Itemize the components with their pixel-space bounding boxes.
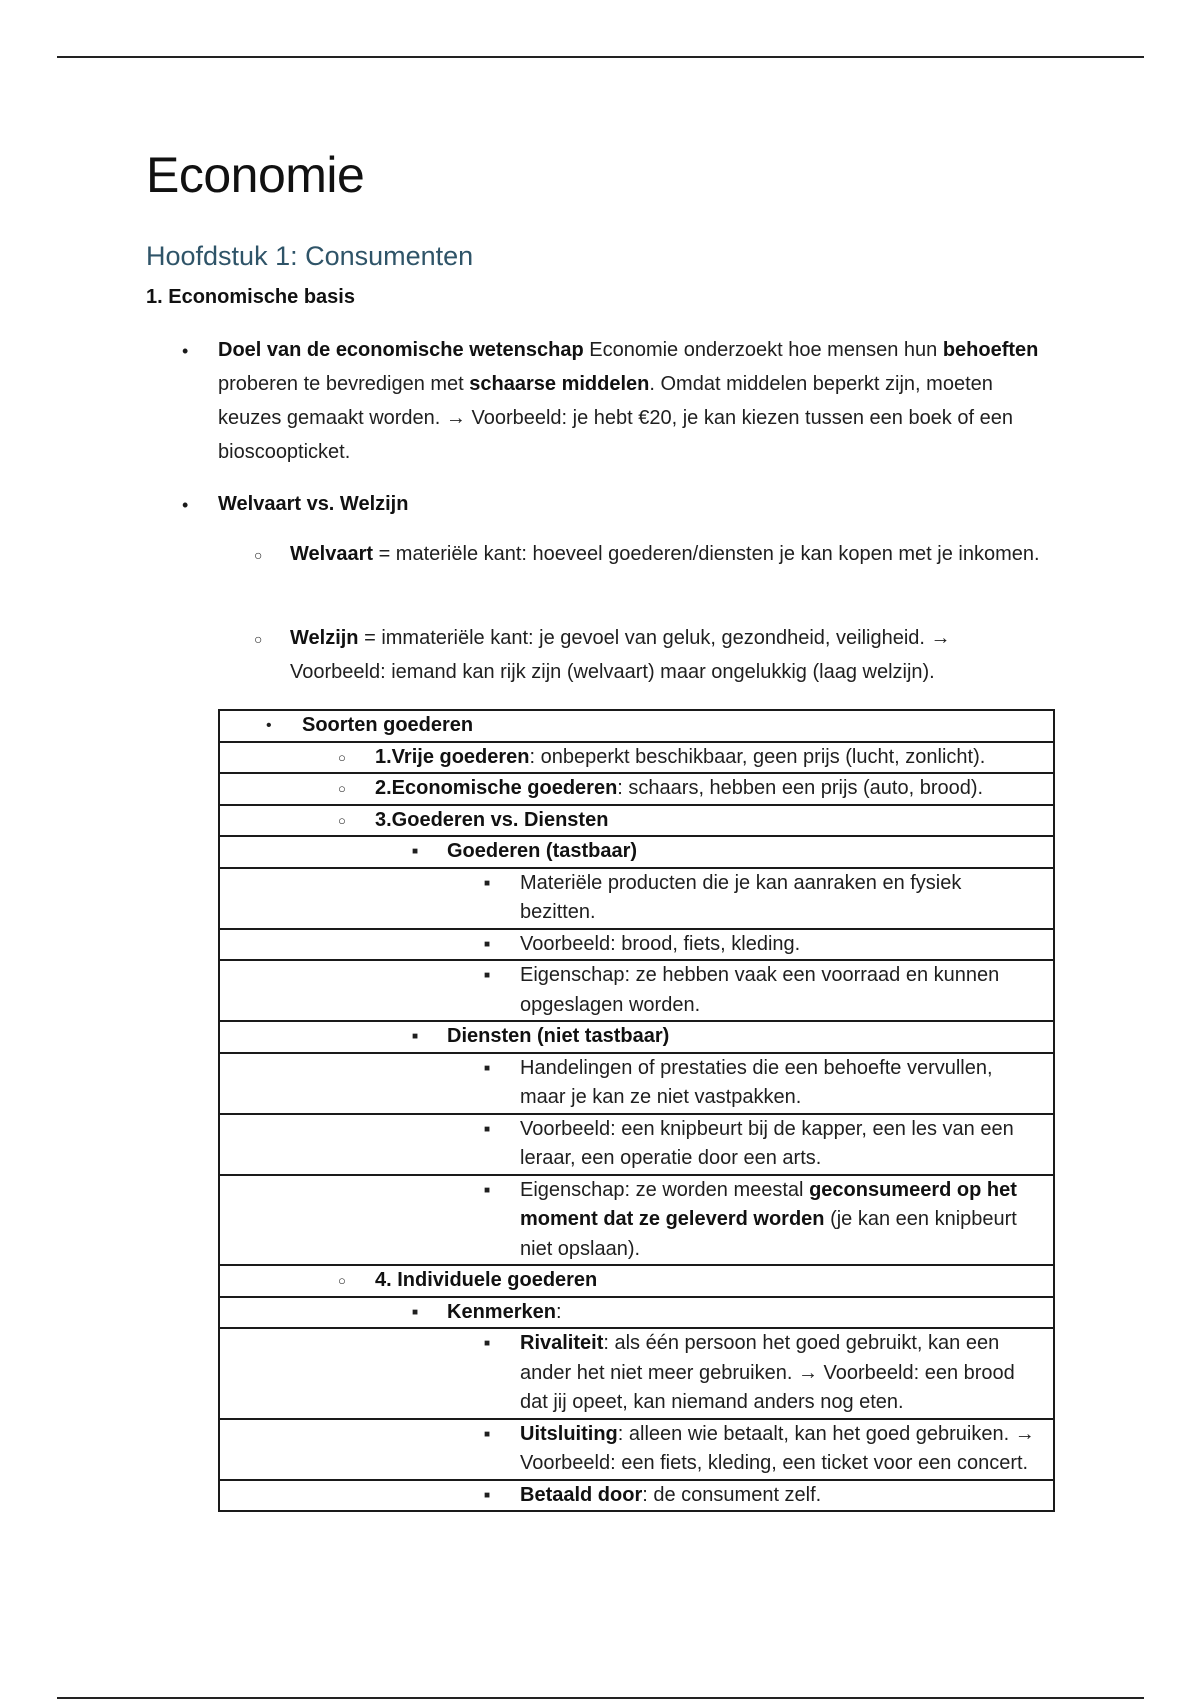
bold-term: 1.Vrije goederen bbox=[375, 745, 530, 768]
bullet-marker: • bbox=[266, 717, 272, 734]
table-row bbox=[219, 929, 1054, 961]
circle-marker: ○ bbox=[338, 1273, 346, 1288]
square-marker: ■ bbox=[484, 938, 491, 950]
bold-term: geconsumeerd op het moment dat ze geleverd worden bbox=[520, 1178, 1017, 1230]
sub-bullet-welzijn bbox=[290, 621, 1030, 689]
bold-term: Betaald door bbox=[520, 1483, 643, 1506]
square-marker: ■ bbox=[484, 1062, 491, 1074]
bold-term: Doel van de economische wetenschap bbox=[218, 339, 584, 361]
square-marker: ■ bbox=[484, 1123, 491, 1135]
text-run: = materiële kant: hoeveel goederen/diensten je kan kopen met je inkomen. bbox=[373, 543, 1040, 565]
bold-term: behoeften bbox=[942, 339, 1039, 361]
sub-bullet-welvaart bbox=[290, 537, 1050, 571]
bold-term: Soorten goederen bbox=[302, 714, 474, 736]
table-row bbox=[219, 1297, 1054, 1329]
circle-marker: ○ bbox=[338, 749, 346, 765]
text-run: = immateriële kant: je gevoel van geluk, gezondheid, veiligheid. → Voorbeeld: iemand kan rijk zijn (welvaart) maar ongelukkig (laag welzijn). bbox=[290, 627, 951, 683]
table-row bbox=[219, 836, 1054, 868]
bold-term: 4. Individuele goederen bbox=[375, 1269, 598, 1291]
text-run: (je kan een knipbeurt niet opslaan). bbox=[520, 1208, 1017, 1260]
table-row bbox=[219, 960, 1054, 1021]
page-title: Economie bbox=[146, 147, 365, 203]
bold-term: Welvaart bbox=[290, 543, 374, 565]
table-row bbox=[219, 1328, 1054, 1419]
table-row bbox=[219, 1480, 1054, 1512]
square-marker: ■ bbox=[412, 846, 419, 857]
bold-term: 3.Goederen vs. Diensten bbox=[375, 808, 609, 831]
square-marker: ■ bbox=[412, 1306, 419, 1318]
square-marker: ■ bbox=[484, 1338, 491, 1349]
table-row bbox=[219, 1114, 1054, 1175]
bold-term: Diensten (niet tastbaar) bbox=[447, 1025, 670, 1047]
table-row bbox=[219, 742, 1054, 774]
text-run: Eigenschap: ze worden meestal bbox=[520, 1178, 810, 1201]
bold-term: 2.Economische goederen bbox=[375, 777, 618, 799]
square-marker: ■ bbox=[484, 877, 491, 889]
table-row bbox=[219, 1175, 1054, 1266]
square-marker: ■ bbox=[484, 1184, 491, 1196]
square-marker: ■ bbox=[412, 1031, 419, 1042]
bullet-marker: • bbox=[182, 495, 189, 515]
square-marker: ■ bbox=[484, 1489, 491, 1501]
table-cell-text: Voorbeeld: een knipbeurt bij de kapper, een les van een leraar, een operatie door een arts. bbox=[520, 1117, 1014, 1169]
section-heading: 1. Economische basis bbox=[146, 286, 355, 308]
bullet-doel-economie bbox=[218, 333, 1058, 469]
square-marker: ■ bbox=[484, 970, 491, 981]
square-marker: ■ bbox=[484, 1428, 491, 1440]
table-row bbox=[219, 1021, 1054, 1053]
bold-term: Kenmerken bbox=[447, 1300, 556, 1323]
bold-term: schaarse middelen bbox=[469, 373, 650, 395]
table-row bbox=[219, 1419, 1054, 1480]
bold-term: Welzijn bbox=[290, 627, 359, 649]
circle-marker: ○ bbox=[254, 547, 263, 563]
chapter-heading: Hoofdstuk 1: Consumenten bbox=[146, 241, 474, 271]
text-run: : bbox=[555, 1300, 562, 1323]
bold-term: Welvaart vs. Welzijn bbox=[218, 493, 409, 515]
table-row bbox=[219, 868, 1054, 929]
table-row bbox=[219, 1265, 1054, 1297]
text-run: : als één persoon het goed gebruikt, kan een ander het niet meer gebruiken. → Voorbeeld: een brood dat jij opeet, kan niemand anders nog eten. bbox=[520, 1332, 1015, 1413]
bold-term: Goederen (tastbaar) bbox=[447, 840, 638, 862]
table-cell-text: Eigenschap: ze hebben vaak een voorraad en kunnen opgeslagen worden. bbox=[520, 964, 1000, 1016]
bold-term: Uitsluiting bbox=[520, 1422, 618, 1445]
table-row bbox=[219, 710, 1054, 742]
table-row bbox=[219, 1053, 1054, 1114]
table-cell-text: Materiële producten die je kan aanraken en fysiek bezitten. bbox=[520, 871, 962, 923]
footer-rule bbox=[57, 1697, 1144, 1699]
text-run: . Omdat middelen beperkt zijn, moeten keuzes gemaakt worden. → Voorbeeld: je hebt €20, je kan kiezen tussen een boek of een bioscoopticket. bbox=[218, 373, 1013, 463]
table-cell-text: Handelingen of prestaties die een behoefte vervullen, maar je kan ze niet vastpakken. bbox=[520, 1056, 993, 1108]
text-run: : de consument zelf. bbox=[642, 1483, 822, 1506]
text-run: : onbeperkt beschikbaar, geen prijs (lucht, zonlicht). bbox=[529, 745, 986, 768]
circle-marker: ○ bbox=[338, 812, 346, 828]
text-run: : alleen wie betaalt, kan het goed gebruiken. → Voorbeeld: een fiets, kleding, een ticket voor een concert. bbox=[520, 1422, 1035, 1474]
table-cell-text: Voorbeeld: brood, fiets, kleding. bbox=[520, 932, 801, 955]
text-run: proberen te bevredigen met bbox=[218, 373, 470, 395]
bullet-marker: • bbox=[182, 341, 189, 361]
text-run: : schaars, hebben een prijs (auto, brood). bbox=[617, 777, 984, 799]
bullet-welvaart-welzijn bbox=[218, 487, 408, 521]
circle-marker: ○ bbox=[338, 781, 346, 796]
text-run: Economie onderzoekt hoe mensen hun bbox=[583, 339, 943, 361]
bold-term: Rivaliteit bbox=[520, 1332, 604, 1354]
circle-marker: ○ bbox=[254, 631, 263, 647]
header-rule bbox=[57, 56, 1144, 58]
goederen-table bbox=[218, 709, 1055, 1512]
table-row bbox=[219, 805, 1054, 837]
table-row bbox=[219, 773, 1054, 805]
